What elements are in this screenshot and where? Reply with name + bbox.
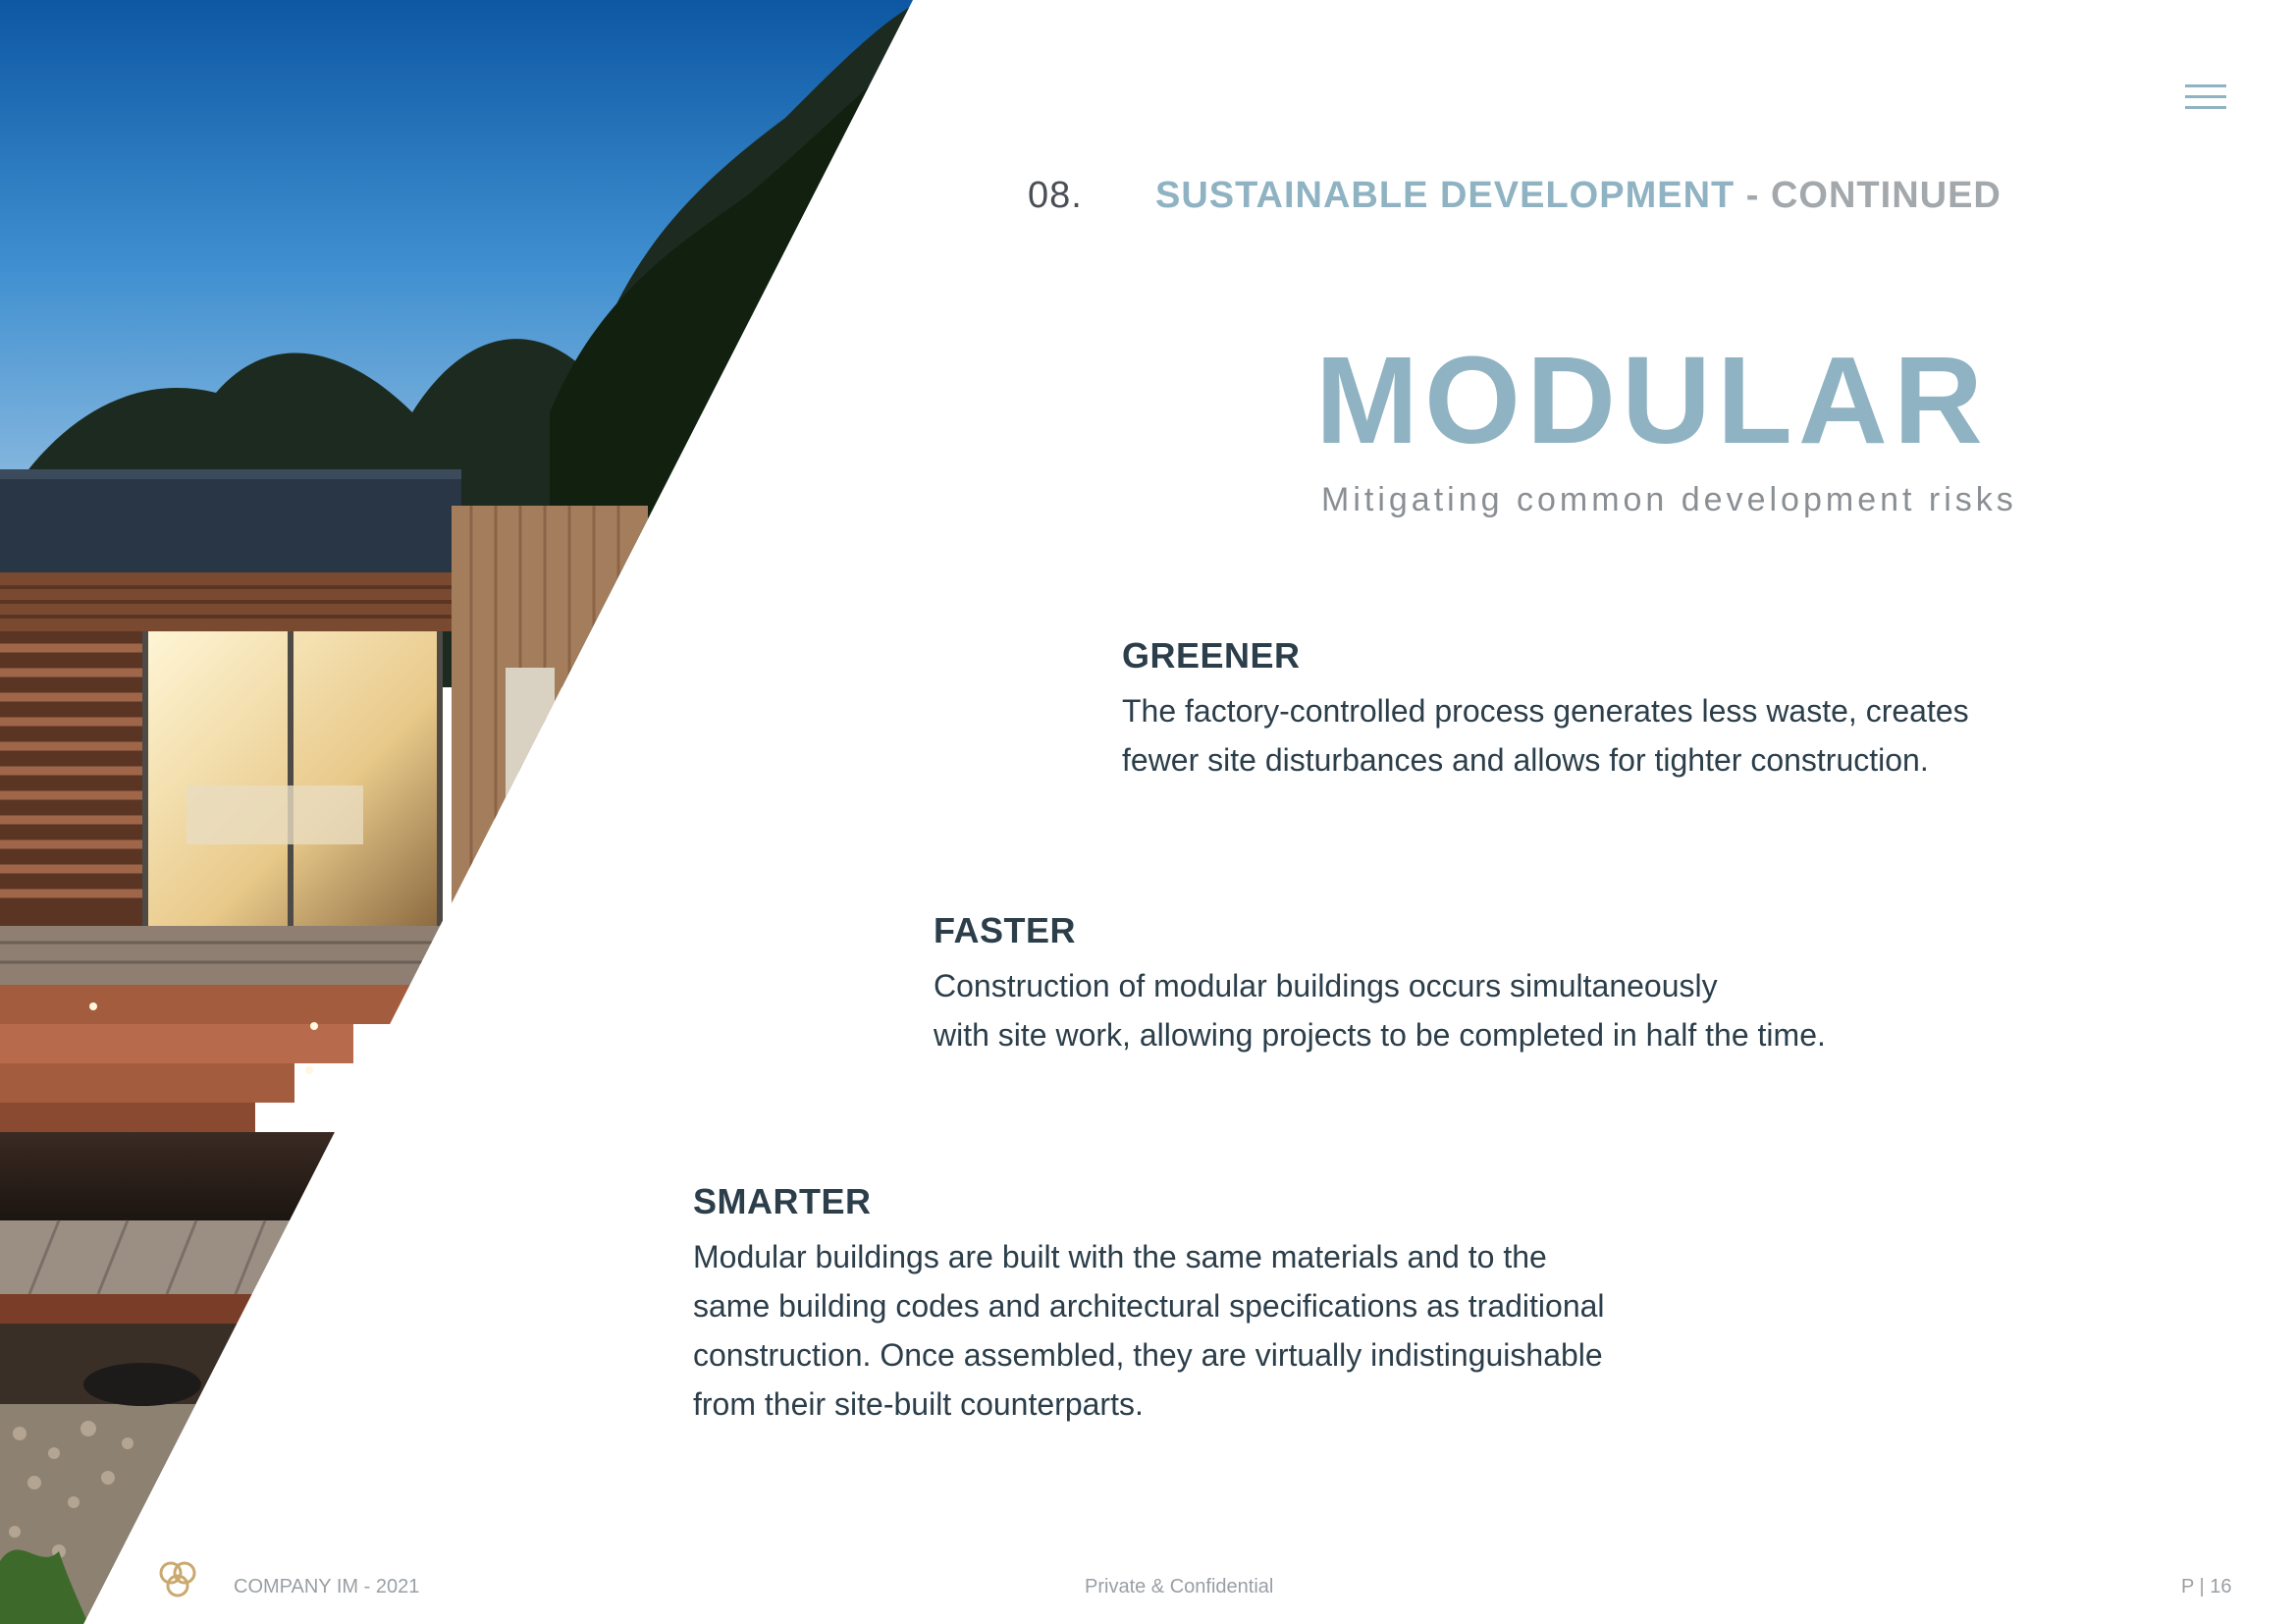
page-subtitle: Mitigating common development risks <box>1321 481 2017 518</box>
feature-greener <box>1122 635 1969 785</box>
feature-text-line: Construction of modular buildings occurs simultaneously <box>934 968 1718 1003</box>
feature-text-line: The factory-controlled process generates less waste, creates <box>1122 693 1969 729</box>
feature-faster <box>934 910 1826 1059</box>
feature-text <box>934 961 1826 1059</box>
section-title-main: SUSTAINABLE DEVELOPMENT <box>1155 175 1735 216</box>
feature-text <box>1122 686 1969 785</box>
hamburger-menu-icon[interactable] <box>2185 84 2226 112</box>
feature-text-line: same building codes and architectural specifications as traditional <box>693 1288 1605 1324</box>
footer-confidential: Private & Confidential <box>1085 1576 1274 1597</box>
page-number: P | 16 <box>2181 1576 2232 1597</box>
page-title: MODULAR <box>1315 331 1989 469</box>
feature-text-line: from their site-built counterparts. <box>693 1386 1144 1422</box>
section-number: 08. <box>1028 175 1083 216</box>
feature-heading: SMARTER <box>693 1181 872 1221</box>
section-title-suffix: - CONTINUED <box>1735 175 2002 216</box>
feature-smarter <box>693 1181 1605 1429</box>
feature-heading: GREENER <box>1122 635 1301 676</box>
feature-text-line: fewer site disturbances and allows for tighter construction. <box>1122 742 1929 778</box>
feature-heading: FASTER <box>934 910 1077 950</box>
menu-line <box>2185 95 2226 98</box>
company-logo-icon <box>157 1559 198 1600</box>
menu-line <box>2185 84 2226 87</box>
feature-text-line: construction. Once assembled, they are virtually indistinguishable <box>693 1337 1603 1373</box>
menu-line <box>2185 106 2226 109</box>
feature-text <box>693 1232 1605 1429</box>
footer-company: COMPANY IM - 2021 <box>234 1576 420 1597</box>
section-title <box>1155 175 2002 217</box>
feature-text-line: with site work, allowing projects to be completed in half the time. <box>934 1017 1826 1053</box>
feature-text-line: Modular buildings are built with the same materials and to the <box>693 1239 1547 1274</box>
